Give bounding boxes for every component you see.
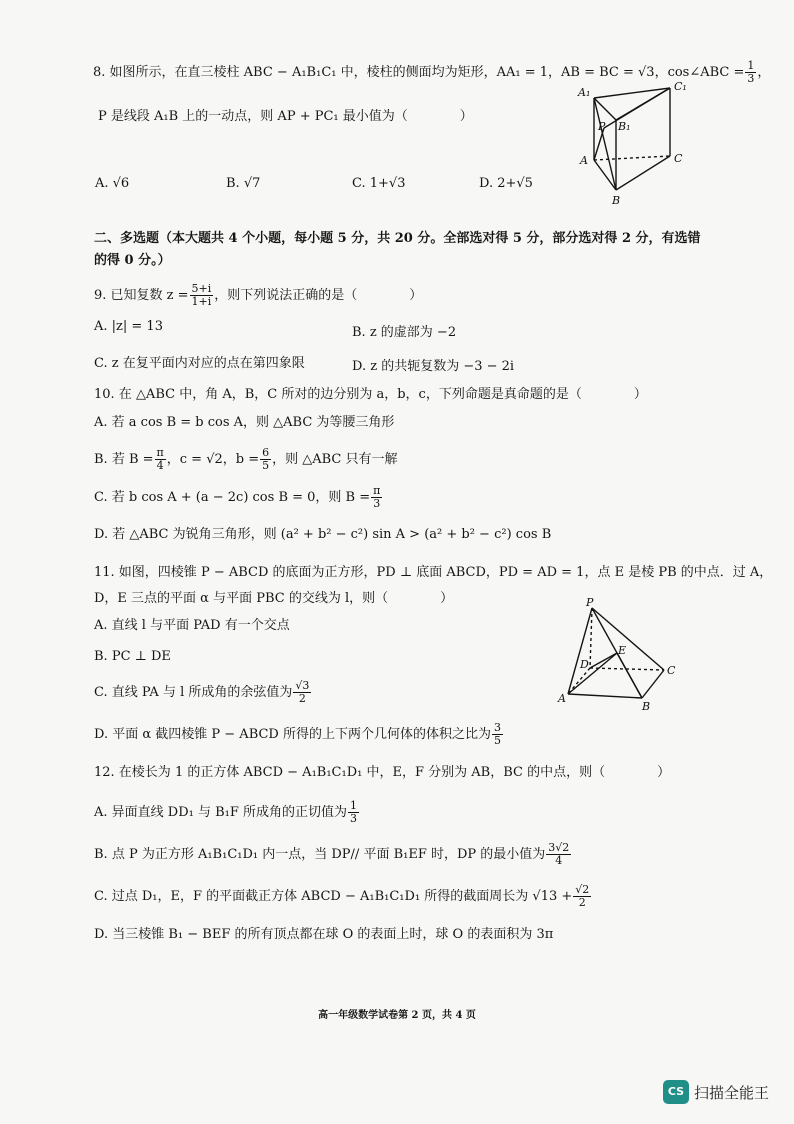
q8-option-d: D. 2+√5 <box>479 176 533 191</box>
q9-option-b: B. z 的虚部为 −2 <box>352 325 457 340</box>
q11-option-d: D. 平面 α 截四棱锥 P − ABCD 所得的上下两个几何体的体积之比为 $\frac{3}{5}$ <box>94 721 501 747</box>
q8-cos-fraction: $\frac{1}{3}$ <box>747 59 755 85</box>
q10-option-c: C. 若 b cos A + (a − 2c) cos B = 0，则 B = $\frac{\pi}{3}$ <box>94 484 381 510</box>
label-c1: C₁ <box>674 80 687 93</box>
q8-option-c: C. 1+√3 <box>352 176 406 191</box>
q10-c-fraction: $\frac{\pi}{3}$ <box>373 484 381 510</box>
label-a: A <box>558 692 566 705</box>
q12-b-fraction: $\frac{3√2}{4}$ <box>548 841 570 867</box>
q12-c-fraction: $\frac{√2}{2}$ <box>575 883 590 909</box>
label-c: C <box>667 664 676 677</box>
q8-stem-line1: 8. 如图所示，在直三棱柱 ABC − A₁B₁C₁ 中，棱柱的侧面均为矩形，AA₁ = 1，AB = BC = √3，cos∠ABC = $\frac{1}{3}$ ， <box>93 59 771 85</box>
q10-option-a: A. 若 a cos B = b cos A，则 △ABC 为等腰三角形 <box>94 415 395 430</box>
camscanner-logo-icon: CS <box>663 1080 689 1104</box>
q8-stem-line2: P 是线段 A₁B 上的一动点，则 AP + PC₁ 最小值为（ ） <box>98 109 473 124</box>
section2-heading-line1: 二、多选题（本大题共 4 个小题，每小题 5 分，共 20 分。全部选对得 5 分，部分选对得 2 分，有选错 <box>94 231 701 246</box>
q10-stem: 10. 在 △ABC 中，角 A，B，C 所对的边分别为 a，b，c，下列命题是真命题的是（ ） <box>94 387 647 402</box>
q11-stem-line1: 11. 如图，四棱锥 P − ABCD 的底面为正方形，PD ⊥ 底面 ABCD，PD = AD = 1，点 E 是棱 PB 的中点．过 A， <box>94 565 773 580</box>
q11-d-fraction: $\frac{3}{5}$ <box>494 721 501 747</box>
q11-pyramid-figure <box>556 596 688 712</box>
q11-option-b: B. PC ⊥ DE <box>94 649 171 664</box>
q8-prism-figure <box>572 78 692 210</box>
q12-stem: 12. 在棱长为 1 的正方体 ABCD − A₁B₁C₁D₁ 中，E，F 分别为 AB，BC 的中点，则（ ） <box>94 765 671 780</box>
q11-option-c: C. 直线 PA 与 l 所成角的余弦值为 $\frac{√3}{2}$ <box>94 679 310 705</box>
q8-option-a: A. √6 <box>95 176 130 191</box>
q11-stem-line2: D，E 三点的平面 α 与平面 PBC 的交线为 l，则（ ） <box>94 591 454 606</box>
q10-option-d: D. 若 △ABC 为锐角三角形，则 (a² + b² − c²) sin A > (a² + b² − c²) cos B <box>94 527 552 542</box>
q10-b-fraction-1: $\frac{\pi}{4}$ <box>156 446 164 472</box>
q9-stem: 9. 已知复数 z = $\frac{5+i}{1+i}$ ，则下列说法正确的是（ ） <box>94 282 423 308</box>
q12-option-d: D. 当三棱锥 B₁ − BEF 的所有顶点都在球 O 的表面上时，球 O 的表面积为 3π <box>94 927 554 942</box>
label-a1: A₁ <box>578 86 591 99</box>
q11-option-a: A. 直线 l 与平面 PAD 有一个交点 <box>94 618 290 633</box>
q9-option-c: C. z 在复平面内对应的点在第四象限 <box>94 356 305 371</box>
label-b: B <box>642 700 651 712</box>
q9-option-a: A. |z| = 13 <box>94 319 163 334</box>
q9-fraction: $\frac{5+i}{1+i}$ <box>191 282 212 308</box>
q12-option-c: C. 过点 D₁，E，F 的平面截正方体 ABCD − A₁B₁C₁D₁ 所得的截面周长为 √13 + $\frac{√2}{2}$ <box>94 883 590 909</box>
q10-b-fraction-2: $\frac{6}{5}$ <box>262 446 270 472</box>
camscanner-watermark-text: 扫描全能王 <box>694 1084 770 1102</box>
label-e: E <box>618 644 627 657</box>
label-p: P <box>586 596 594 609</box>
label-a: A <box>580 154 588 167</box>
label-c: C <box>674 152 683 165</box>
q9-option-d: D. z 的共轭复数为 −3 − 2i <box>352 359 515 374</box>
q10-option-b: B. 若 B = $\frac{\pi}{4}$ ，c = √2，b = $\frac{6}{5}$ ，则 △ABC 只有一解 <box>94 446 398 472</box>
page-footer: 高一年级数学试卷第 2 页，共 4 页 <box>318 1010 476 1021</box>
label-p: P <box>598 120 606 133</box>
section2-heading-line2: 的得 0 分。） <box>94 253 171 268</box>
q12-option-a: A. 异面直线 DD₁ 与 B₁F 所成角的正切值为 $\frac{1}{3}$ <box>94 799 358 825</box>
q12-option-b: B. 点 P 为正方形 A₁B₁C₁D₁ 内一点，当 DP// 平面 B₁EF 时，DP 的最小值为 $\frac{3√2}{4}$ <box>94 841 570 867</box>
q12-a-fraction: $\frac{1}{3}$ <box>350 799 358 825</box>
label-d: D <box>580 658 589 671</box>
q8-option-b: B. √7 <box>226 176 261 191</box>
label-b: B <box>612 194 621 207</box>
q11-c-fraction: $\frac{√3}{2}$ <box>295 679 310 705</box>
label-b1: B₁ <box>618 120 631 133</box>
